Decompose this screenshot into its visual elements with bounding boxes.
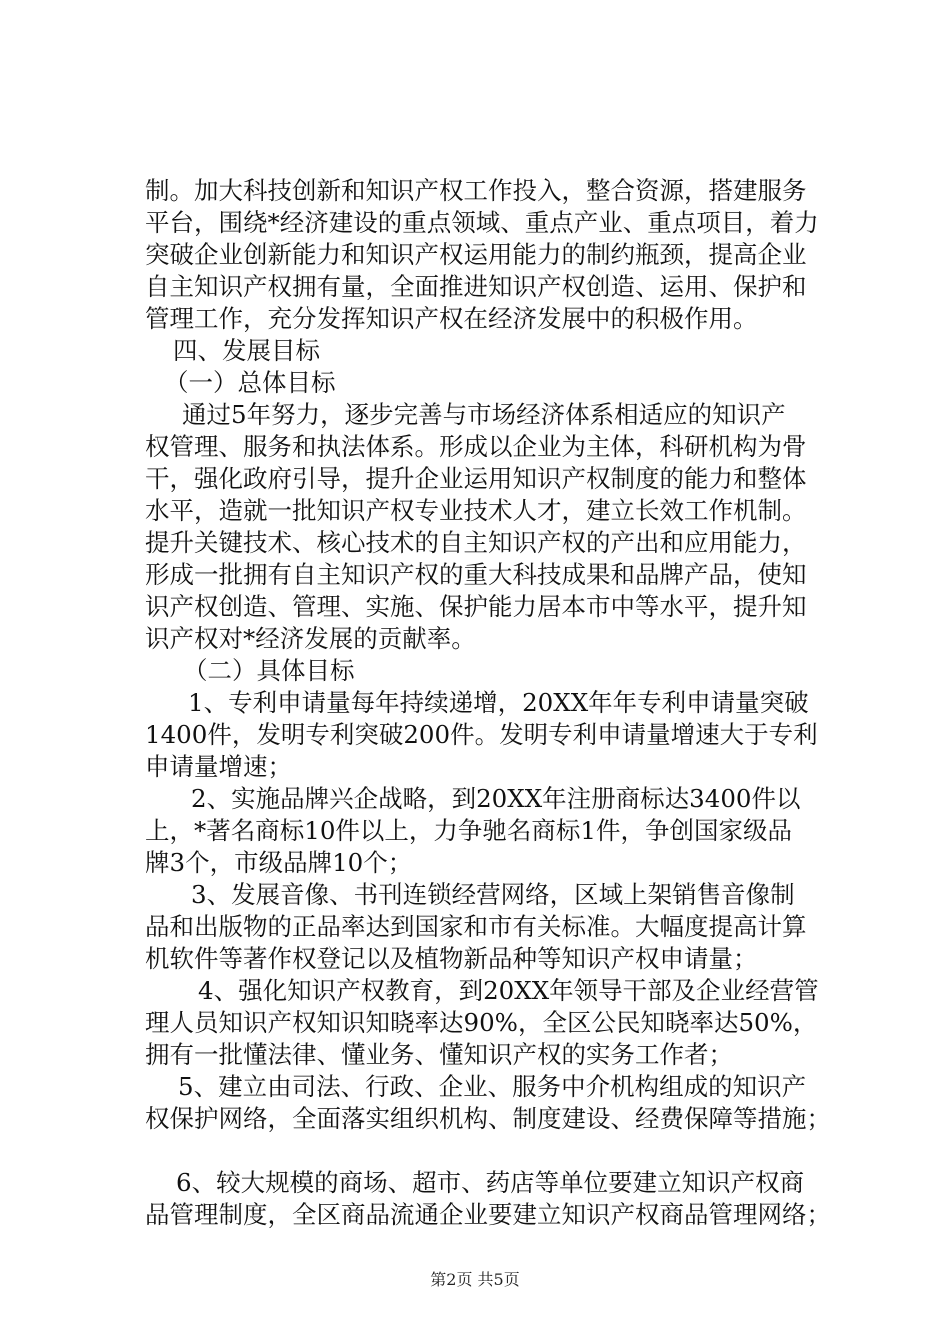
- paragraph-line: 权管理、服务和执法体系。形成以企业为主体，科研机构为骨: [145, 432, 807, 461]
- page-footer: 第2页 共5页: [430, 1270, 520, 1289]
- list-item-line: 5、建立由司法、行政、企业、服务中介机构组成的知识产: [178, 1072, 807, 1101]
- list-item-line: 品管理制度，全区商品流通企业要建立知识产权商品管理网络；: [145, 1200, 831, 1229]
- paragraph-line: 平台，围绕*经济建设的重点领域、重点产业、重点项目，着力: [145, 208, 819, 237]
- subsection-heading: （一）总体目标: [164, 368, 336, 397]
- paragraph-line: 识产权创造、管理、实施、保护能力居本市中等水平，提升知: [145, 592, 807, 621]
- list-item-line: 机软件等著作权登记以及植物新品种等知识产权申请量；: [145, 944, 758, 973]
- list-item-line: 上，*著名商标10件以上，力争驰名商标1件，争创国家级品: [145, 816, 793, 845]
- paragraph-line: 突破企业创新能力和知识产权运用能力的制约瓶颈，提高企业: [145, 240, 807, 269]
- paragraph-line: 形成一批拥有自主知识产权的重大科技成果和品牌产品，使知: [145, 560, 807, 589]
- list-item-line: 2、实施品牌兴企战略，到20XX年注册商标达3400件以: [191, 784, 801, 813]
- list-item-line: 拥有一批懂法律、懂业务、懂知识产权的实务工作者；: [145, 1040, 733, 1069]
- paragraph-line: 通过5年努力，逐步完善与市场经济体系相适应的知识产: [182, 400, 786, 429]
- section-heading: 四、发展目标: [173, 336, 320, 365]
- paragraph-line: 管理工作，充分发挥知识产权在经济发展中的积极作用。: [145, 304, 758, 333]
- list-item-line: 权保护网络，全面落实组织机构、制度建设、经费保障等措施；: [145, 1104, 831, 1133]
- list-item-line: 牌3个，市级品牌10个；: [145, 848, 413, 877]
- list-item-line: 3、发展音像、书刊连锁经营网络，区域上架销售音像制: [191, 880, 795, 909]
- list-item-line: 1、专利申请量每年持续递增，20XX年年专利申请量突破: [188, 688, 809, 717]
- list-item-line: 4、强化知识产权教育，到20XX年领导干部及企业经营管: [198, 976, 819, 1005]
- paragraph-line: 识产权对*经济发展的贡献率。: [145, 624, 476, 653]
- list-item-line: 6、较大规模的商场、超市、药店等单位要建立知识产权商: [176, 1168, 805, 1197]
- list-item-line: 品和出版物的正品率达到国家和市有关标准。大幅度提高计算: [145, 912, 807, 941]
- list-item-line: 1400件，发明专利突破200件。发明专利申请量增速大于专利: [145, 720, 818, 749]
- paragraph-line: 水平，造就一批知识产权专业技术人才，建立长效工作机制。: [145, 496, 807, 525]
- paragraph-line: 制。加大科技创新和知识产权工作投入，整合资源，搭建服务: [145, 176, 807, 205]
- paragraph-line: 提升关键技术、核心技术的自主知识产权的产出和应用能力，: [145, 528, 807, 557]
- subsection-heading: （二）具体目标: [183, 656, 355, 685]
- list-item-line: 理人员知识产权知识知晓率达90%，全区公民知晓率达50%，: [145, 1008, 818, 1037]
- paragraph-line: 自主知识产权拥有量，全面推进知识产权创造、运用、保护和: [145, 272, 807, 301]
- list-item-line: 申请量增速；: [145, 752, 292, 781]
- paragraph-line: 干，强化政府引导，提升企业运用知识产权制度的能力和整体: [145, 464, 807, 493]
